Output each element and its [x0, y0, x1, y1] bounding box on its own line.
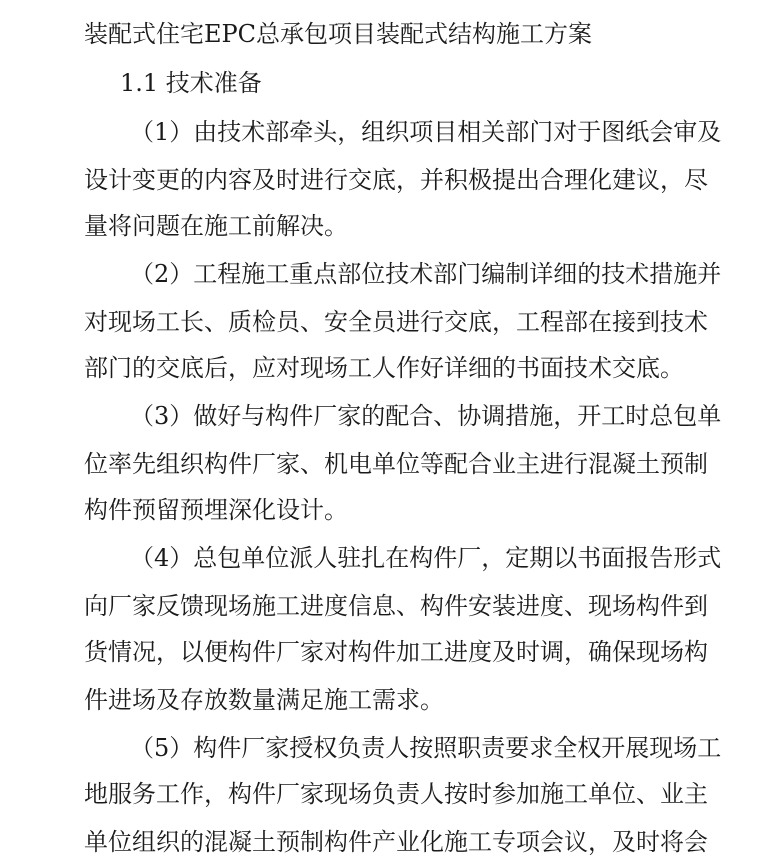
paragraph-4-line-3: 货情况，以便构件厂家对构件加工进度及时调，确保现场构: [84, 638, 708, 666]
paragraph-2-line-1: （2）工程施工重点部位技术部门编制详细的技术措施并: [130, 260, 722, 288]
paragraph-2-line-3: 部门的交底后，应对现场工人作好详细的书面技术交底。: [84, 354, 684, 382]
paragraph-5-line-1: （5）构件厂家授权负责人按照职责要求全权开展现场工: [130, 734, 722, 762]
paragraph-3-line-1: （3）做好与构件厂家的配合、协调措施，开工时总包单: [130, 402, 722, 430]
paragraph-1-line-3: 量将问题在施工前解决。: [84, 212, 348, 240]
paragraph-1-line-2: 设计变更的内容及时进行交底，并积极提出合理化建议，尽: [84, 166, 708, 194]
paragraph-2-line-2: 对现场工长、质检员、安全员进行交底，工程部在接到技术: [84, 308, 708, 336]
paragraph-5-line-3: 单位组织的混凝土预制构件产业化施工专项会议，及时将会: [84, 828, 708, 856]
paragraph-4-line-4: 件进场及存放数量满足施工需求。: [84, 686, 444, 714]
paragraph-5-line-2: 地服务工作，构件厂家现场负责人按时参加施工单位、业主: [84, 780, 708, 808]
paragraph-1-line-1: （1）由技术部牵头，组织项目相关部门对于图纸会审及: [130, 118, 722, 146]
document-title: 装配式住宅EPC总承包项目装配式结构施工方案: [84, 20, 593, 48]
section-heading: 1.1 技术准备: [120, 69, 262, 97]
paragraph-4-line-1: （4）总包单位派人驻扎在构件厂，定期以书面报告形式: [130, 544, 722, 572]
paragraph-3-line-3: 构件预留预埋深化设计。: [84, 496, 348, 524]
paragraph-3-line-2: 位率先组织构件厂家、机电单位等配合业主进行混凝土预制: [84, 450, 708, 478]
paragraph-4-line-2: 向厂家反馈现场施工进度信息、构件安装进度、现场构件到: [84, 592, 708, 620]
